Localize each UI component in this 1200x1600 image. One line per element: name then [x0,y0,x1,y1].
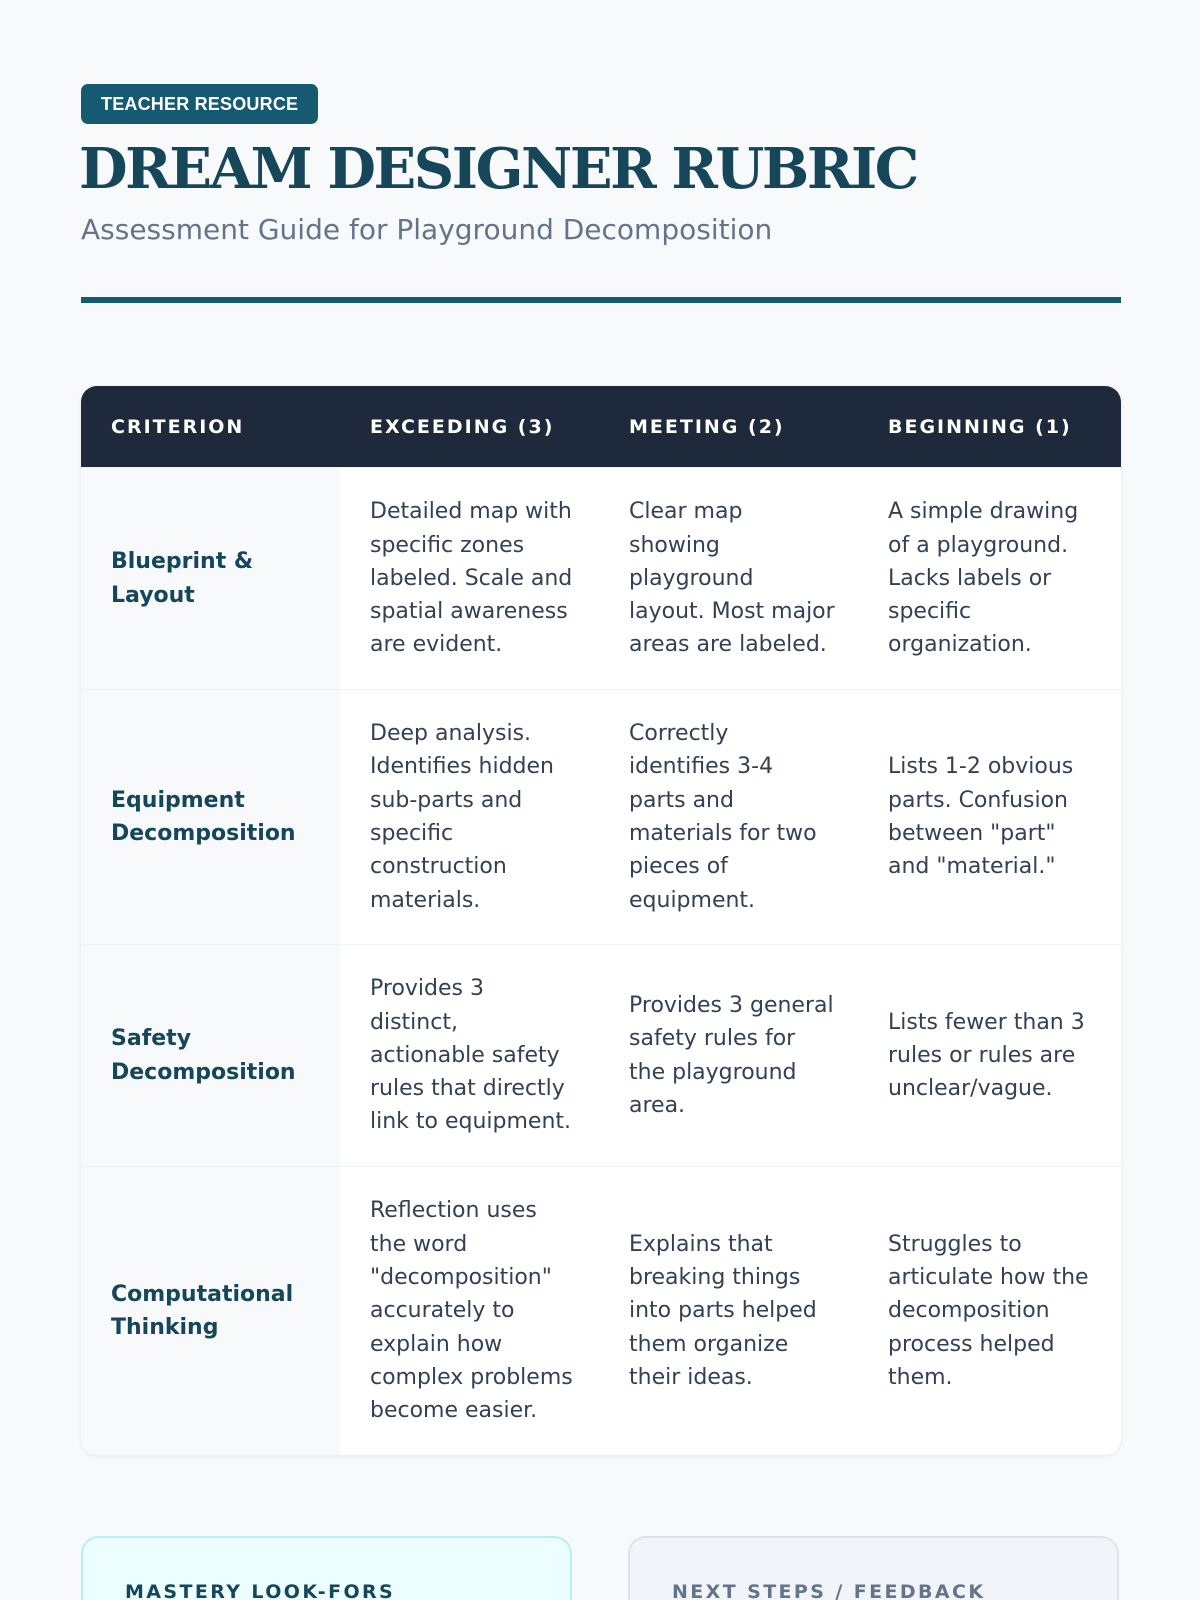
page-subtitle: Assessment Guide for Playground Decomposition [81,213,773,246]
column-header-beginning: BEGINNING (1) [888,415,1072,438]
beginning-cell: Struggles to articulate how the decomposition process helped them. [888,1231,1089,1390]
meeting-cell: Clear map showing playground layout. Most major areas are labeled. [629,499,835,658]
exceeding-cell: Deep analysis. Identifies hidden sub-parts and specific construction materials. [370,721,554,913]
column-header-criterion: CRITERION [111,415,245,438]
column-header-exceeding: EXCEEDING (3) [370,415,555,438]
criterion-cell: Equipment Decomposition [81,690,340,944]
beginning-cell: A simple drawing of a playground. Lacks labels or specific organization. [888,499,1079,658]
column-header-meeting: MEETING (2) [629,415,785,438]
meeting-cell: Correctly identifies 3-4 parts and materials for two pieces of equipment. [629,721,817,913]
beginning-cell: Lists 1-2 obvious parts. Confusion between "part" and "material." [888,754,1074,880]
table-row [81,689,1121,944]
table-row [81,944,1121,1166]
beginning-cell: Lists fewer than 3 rules or rules are unclear/vague. [888,1009,1085,1102]
mastery-look-fors-title: MASTERY LOOK-FORS [125,1581,396,1600]
teacher-resource-badge: TEACHER RESOURCE [81,84,318,124]
criterion-cell: Blueprint & Layout [81,468,340,689]
rubric-table [81,386,1121,1455]
criterion-cell: Computational Thinking [81,1167,340,1455]
mastery-look-fors-panel [81,1536,572,1600]
meeting-cell: Explains that breaking things into parts helped them organize their ideas. [629,1231,817,1390]
table-row [81,467,1121,689]
exceeding-cell: Detailed map with specific zones labeled. Scale and spatial awareness are evident. [370,499,573,658]
rubric-header-row [81,386,1121,467]
page-title: DREAM DESIGNER RUBRIC [79,136,917,202]
exceeding-cell: Provides 3 distinct, actionable safety rules that directly link to equipment. [370,976,572,1135]
exceeding-cell: Reflection uses the word "decomposition" accurately to explain how complex problems become easier. [370,1198,573,1424]
meeting-cell: Provides 3 general safety rules for the playground area. [629,992,834,1118]
table-row [81,1166,1121,1455]
criterion-cell: Safety Decomposition [81,945,340,1166]
next-steps-feedback-panel [628,1536,1119,1600]
next-steps-feedback-title: NEXT STEPS / FEEDBACK [672,1581,986,1600]
header-divider [81,297,1121,303]
